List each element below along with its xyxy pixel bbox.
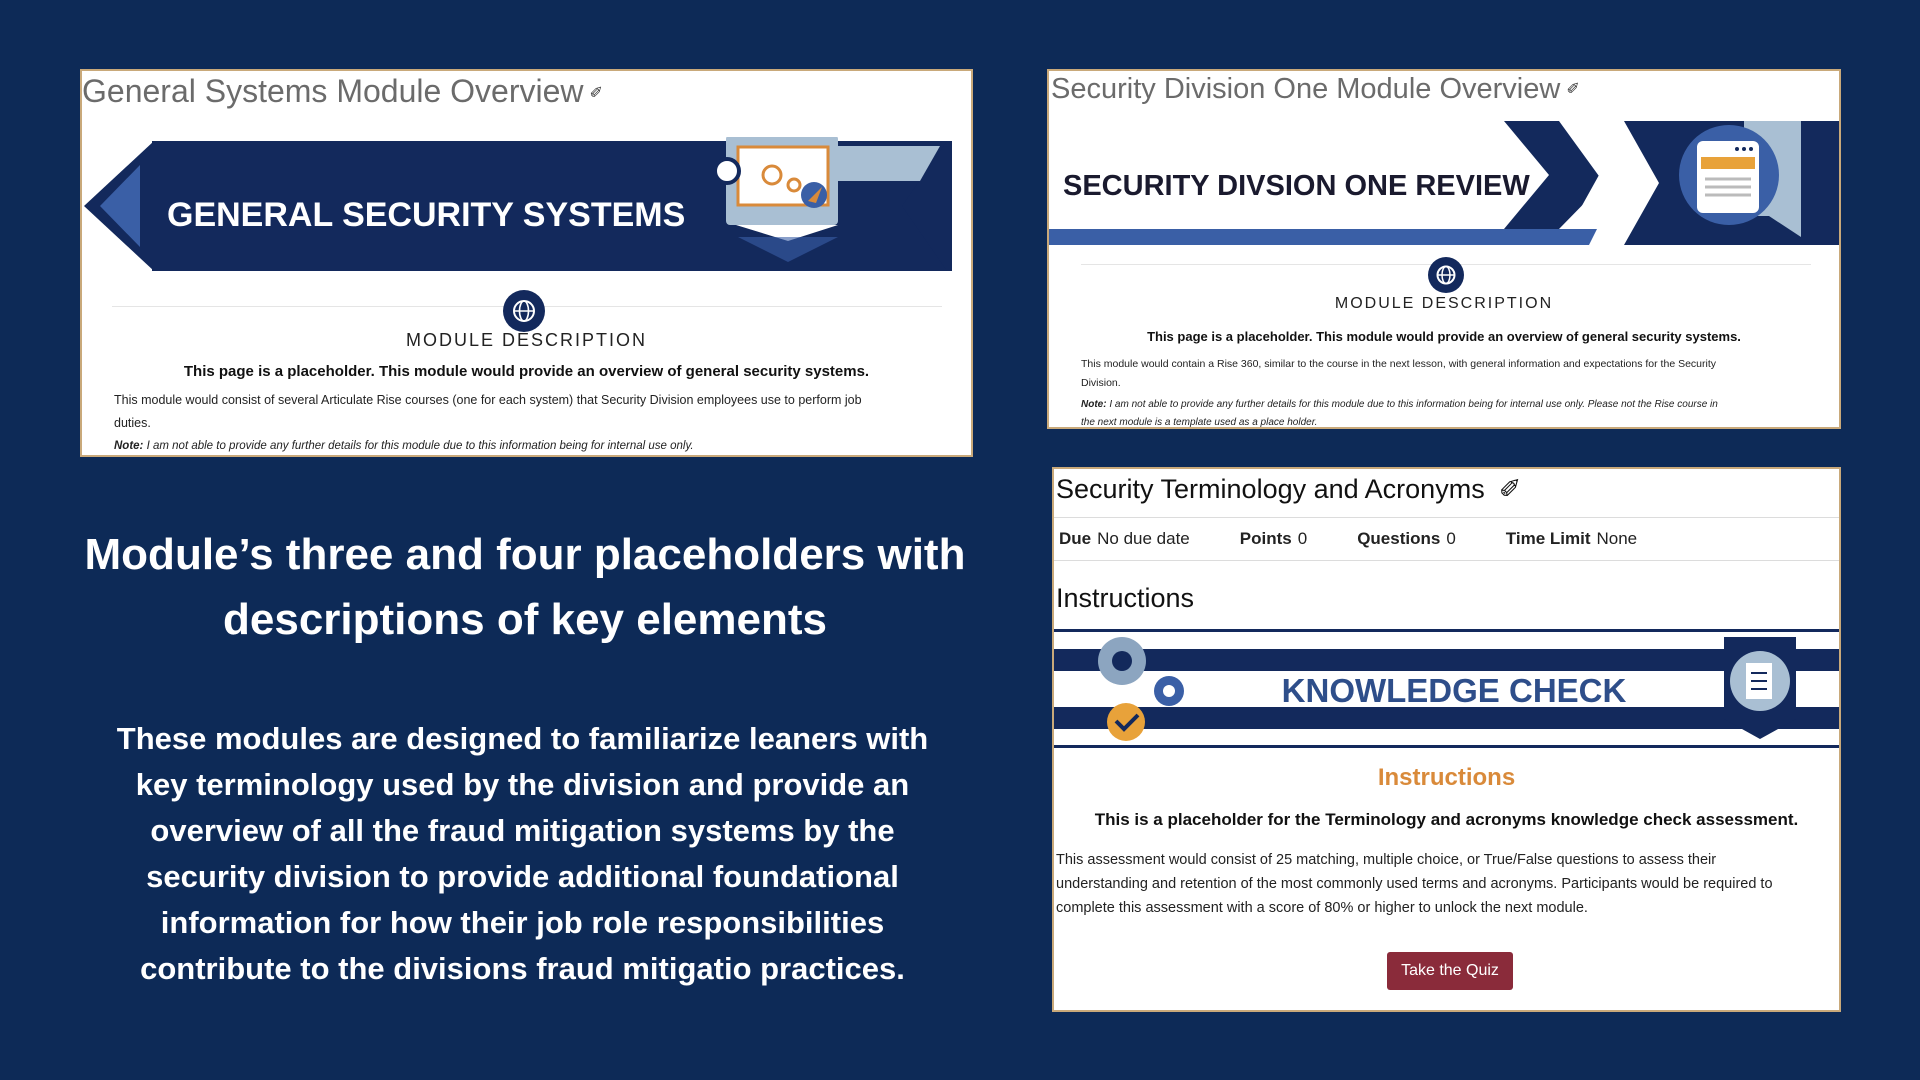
quiz-body-line: This assessment would consist of 25 matching, multiple choice, or True/False questions to assess their bbox=[1056, 852, 1717, 868]
module-description-label: MODULE DESCRIPTION bbox=[405, 330, 648, 350]
security-division-one-panel bbox=[1047, 69, 1841, 429]
slide-heading-line2: descriptions of key elements bbox=[223, 595, 827, 644]
security-division-one-title: Security Division One Module Overview bbox=[1051, 73, 1561, 105]
note-label: Note: bbox=[1081, 399, 1107, 410]
quiz-title: Security Terminology and Acronyms bbox=[1056, 474, 1485, 504]
quiz-body-line: understanding and retention of the most commonly used terms and acronyms. Participants would be required to bbox=[1056, 876, 1773, 892]
slide-body-line: contribute to the divisions fraud mitigatio practices. bbox=[140, 951, 905, 986]
slide-body-line: key terminology used by the division and provide an bbox=[135, 767, 910, 802]
security-division-one-title-row bbox=[1051, 71, 1580, 108]
general-systems-panel bbox=[80, 69, 973, 457]
document-window-icon bbox=[1679, 125, 1779, 225]
quiz-title-row bbox=[1056, 471, 1521, 507]
security-division-one-banner bbox=[1049, 121, 1841, 251]
checklist-badge-icon bbox=[1724, 637, 1796, 739]
module-body-line1: This module would contain a Rise 360, similar to the course in the next lesson, with general information and expectations for the Security bbox=[1081, 358, 1717, 370]
knowledge-check-banner bbox=[1054, 629, 1841, 749]
slide-heading bbox=[60, 522, 990, 652]
general-systems-title: General Systems Module Overview bbox=[82, 73, 584, 109]
module-body-line2: duties. bbox=[114, 416, 151, 430]
security-division-one-banner-text: SECURITY DIVSION ONE REVIEW bbox=[1063, 170, 1530, 202]
quiz-meta-row bbox=[1059, 529, 1637, 549]
general-systems-title-row bbox=[82, 71, 603, 114]
slide-body bbox=[80, 716, 965, 992]
module-summary: This page is a placeholder. This module would provide an overview of general security systems. bbox=[183, 363, 870, 380]
slide-body-line: information for how their job role responsibilities bbox=[160, 905, 885, 940]
note-text-line2: the next module is a template used as a place holder. bbox=[1081, 417, 1318, 428]
knowledge-check-banner-text: KNOWLEDGE CHECK bbox=[1281, 672, 1627, 709]
note-text: I am not able to provide any further details for this module due to this information being for internal use only. bbox=[143, 440, 694, 452]
module-body-line2: Division. bbox=[1081, 377, 1121, 389]
ai-edit-icon[interactable]: ✐ bbox=[1566, 81, 1580, 99]
module-description-label: MODULE DESCRIPTION bbox=[1334, 295, 1554, 312]
module-body-line1: This module would consist of several Articulate Rise courses (one for each system) that Security Division employees use to perform job bbox=[114, 393, 862, 407]
due-field: Due No due date bbox=[1059, 529, 1190, 548]
points-field: Points 0 bbox=[1239, 529, 1308, 548]
globe-icon bbox=[502, 289, 546, 333]
globe-icon bbox=[1427, 256, 1465, 294]
terminology-quiz-panel bbox=[1052, 467, 1841, 1012]
general-security-banner bbox=[82, 137, 973, 277]
quiz-body bbox=[1056, 848, 1773, 920]
general-security-banner-text: GENERAL SECURITY SYSTEMS bbox=[167, 196, 686, 234]
ai-edit-icon[interactable]: ✐ bbox=[1498, 474, 1522, 504]
slide-body-line: These modules are designed to familiarize leaners with bbox=[116, 721, 929, 756]
take-quiz-button[interactable]: Take the Quiz bbox=[1387, 952, 1513, 990]
slide-heading-line1: Module’s three and four placeholders with bbox=[84, 530, 966, 579]
divider bbox=[1054, 517, 1839, 518]
module-summary: This page is a placeholder. This module would provide an overview of general security systems. bbox=[1147, 329, 1741, 344]
quiz-body-line: complete this assessment with a score of 80% or higher to unlock the next module. bbox=[1056, 900, 1588, 916]
note-text-line1: I am not able to provide any further details for this module due to this information being for internal use only. Please not the Rise course in bbox=[1106, 399, 1718, 410]
module-note bbox=[1081, 396, 1718, 429]
instructions-heading: Instructions bbox=[1056, 583, 1195, 613]
timelimit-field: Time Limit None bbox=[1505, 529, 1638, 548]
divider bbox=[1054, 560, 1839, 561]
questions-field: Questions 0 bbox=[1357, 529, 1456, 548]
ai-edit-icon[interactable]: ✐ bbox=[589, 84, 603, 102]
slide-body-line: overview of all the fraud mitigation systems by the bbox=[150, 813, 895, 848]
module-note bbox=[114, 440, 694, 452]
instructions-subheading: Instructions bbox=[1377, 764, 1516, 791]
note-label: Note: bbox=[114, 440, 144, 452]
slide-body-line: security division to provide additional foundational bbox=[146, 859, 899, 894]
quiz-summary: This is a placeholder for the Terminology and acronyms knowledge check assessment. bbox=[1094, 810, 1799, 829]
